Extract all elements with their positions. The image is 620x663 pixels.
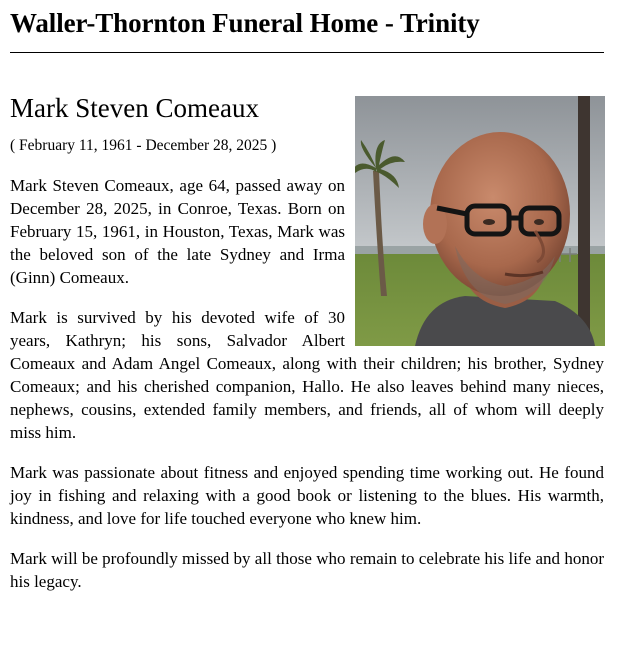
obituary-paragraph: Mark is survived by his devoted wife of 30 years, Kathryn; his sons, Salvador Albert Comeaux and Adam Angel Comeaux, along with their children; his brother, Sydney Comeaux; and his cherished companion, Hallo. He also leaves behind many nieces, nephews, cousins, extended family members, and friends, all of whom will deeply miss him.	[10, 308, 604, 442]
obituary	[10, 91, 604, 593]
obituary-paragraph: Mark Steven Comeaux, age 64, passed away on December 28, 2025, in Conroe, Texas. Born on February 15, 1961, in Houston, Texas, Mark was the beloved son of the late Sydney and Irma (Ginn) Comeaux.	[10, 176, 345, 287]
obituary-paragraph: Mark will be profoundly missed by all those who remain to celebrate his life and honor his legacy.	[10, 549, 604, 591]
site-title: Waller-Thornton Funeral Home - Trinity	[10, 8, 480, 38]
header-divider	[10, 52, 604, 53]
page	[10, 0, 604, 593]
deceased-name: Mark Steven Comeaux	[10, 93, 259, 123]
life-dates: ( February 11, 1961 - December 28, 2025 )	[10, 137, 277, 154]
portrait-photo	[355, 96, 605, 346]
obituary-paragraph: Mark was passionate about fitness and enjoyed spending time working out. He found joy in fishing and relaxing with a good book or listening to the blues. His warmth, kindness, and love for life touched everyone who knew him.	[10, 463, 604, 528]
